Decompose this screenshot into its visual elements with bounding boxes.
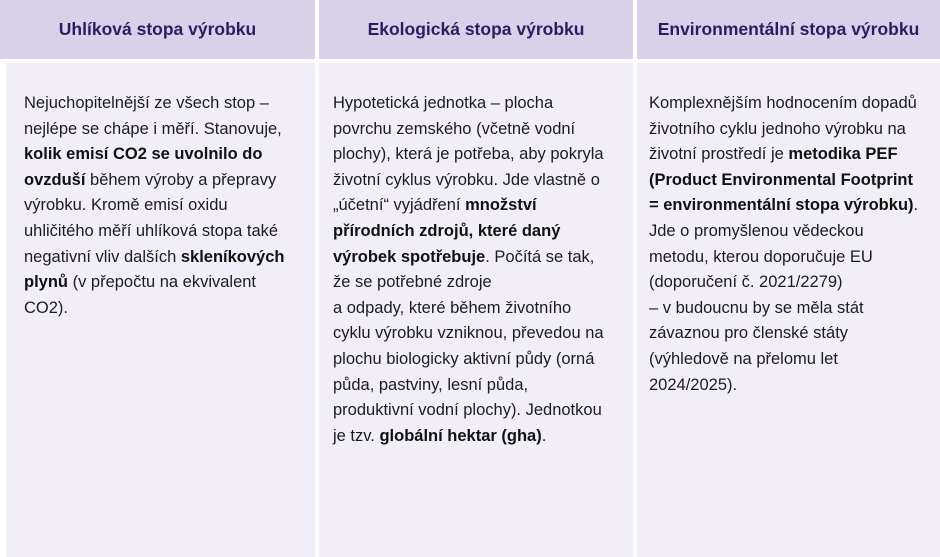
header-label: Uhlíková stopa výrobku <box>58 19 257 39</box>
text: Hypotetická jednotka – plocha povrchu zemského (včetně vodní plochy), která je potřeba, aby pokryla životní cyklus výrobku. Jde vlastně o „účetní“ vyjádření <box>333 94 604 215</box>
text: Nejuchopitelnější ze všech stop – nejlépe se chápe i měří. Stanovuje, <box>24 94 282 138</box>
paragraph <box>649 296 920 398</box>
header-carbon-footprint <box>0 0 319 63</box>
header-label: Ekologická stopa výrobku <box>367 19 585 39</box>
header-ecological-footprint <box>319 0 637 63</box>
cell-carbon-footprint <box>0 63 319 557</box>
text: a odpady, které během životního cyklu výrobku vzniknou, převedou na plochu biologicky aktivní půdy (orná půda, pastviny, lesní půda, produktivní vodní plochy). Jednotkou je tzv. <box>333 298 604 445</box>
bold-text: skleníkových plynů <box>24 247 285 292</box>
cell-ecological-footprint <box>319 63 637 557</box>
bold-text: metodika PEF (Product Environmental Footprint = environmentální stopa výrobku) <box>649 145 914 215</box>
text: . <box>541 426 547 445</box>
text: . Jde o promyšlenou vědeckou metodu, kterou doporučuje EU (doporučení č. 2021/2279) <box>649 196 919 292</box>
paragraph <box>649 91 920 296</box>
bold-text: globální hektar (gha) <box>379 426 542 445</box>
text: (v přepočtu na ekvivalent CO2). <box>24 273 257 317</box>
text: . Počítá se tak, že se potřebné zdroje <box>333 247 595 292</box>
cell-environmental-footprint <box>637 63 940 557</box>
header-environmental-footprint <box>637 0 940 63</box>
text: – v budoucnu by se měla stát závaznou pro členské státy (výhledově na přelomu let 2024/2025). <box>649 298 864 394</box>
text: během výroby a přepravy výrobku. Kromě emisí oxidu uhličitého měří uhlíková stopa také negativní vliv dalších <box>24 170 279 266</box>
paragraph <box>333 91 609 296</box>
header-label: Environmentální stopa výrobku <box>657 19 920 39</box>
text: Komplexnějším hodnocením dopadů životního cyklu jednoho výrobku na životní prostředí je <box>649 94 917 164</box>
bold-text: množství přírodních zdrojů, které daný výrobek spotřebuje <box>333 196 561 266</box>
paragraph <box>24 91 299 321</box>
bold-text: kolik emisí CO2 se uvolnilo do ovzduší <box>24 145 263 189</box>
paragraph <box>333 296 609 450</box>
